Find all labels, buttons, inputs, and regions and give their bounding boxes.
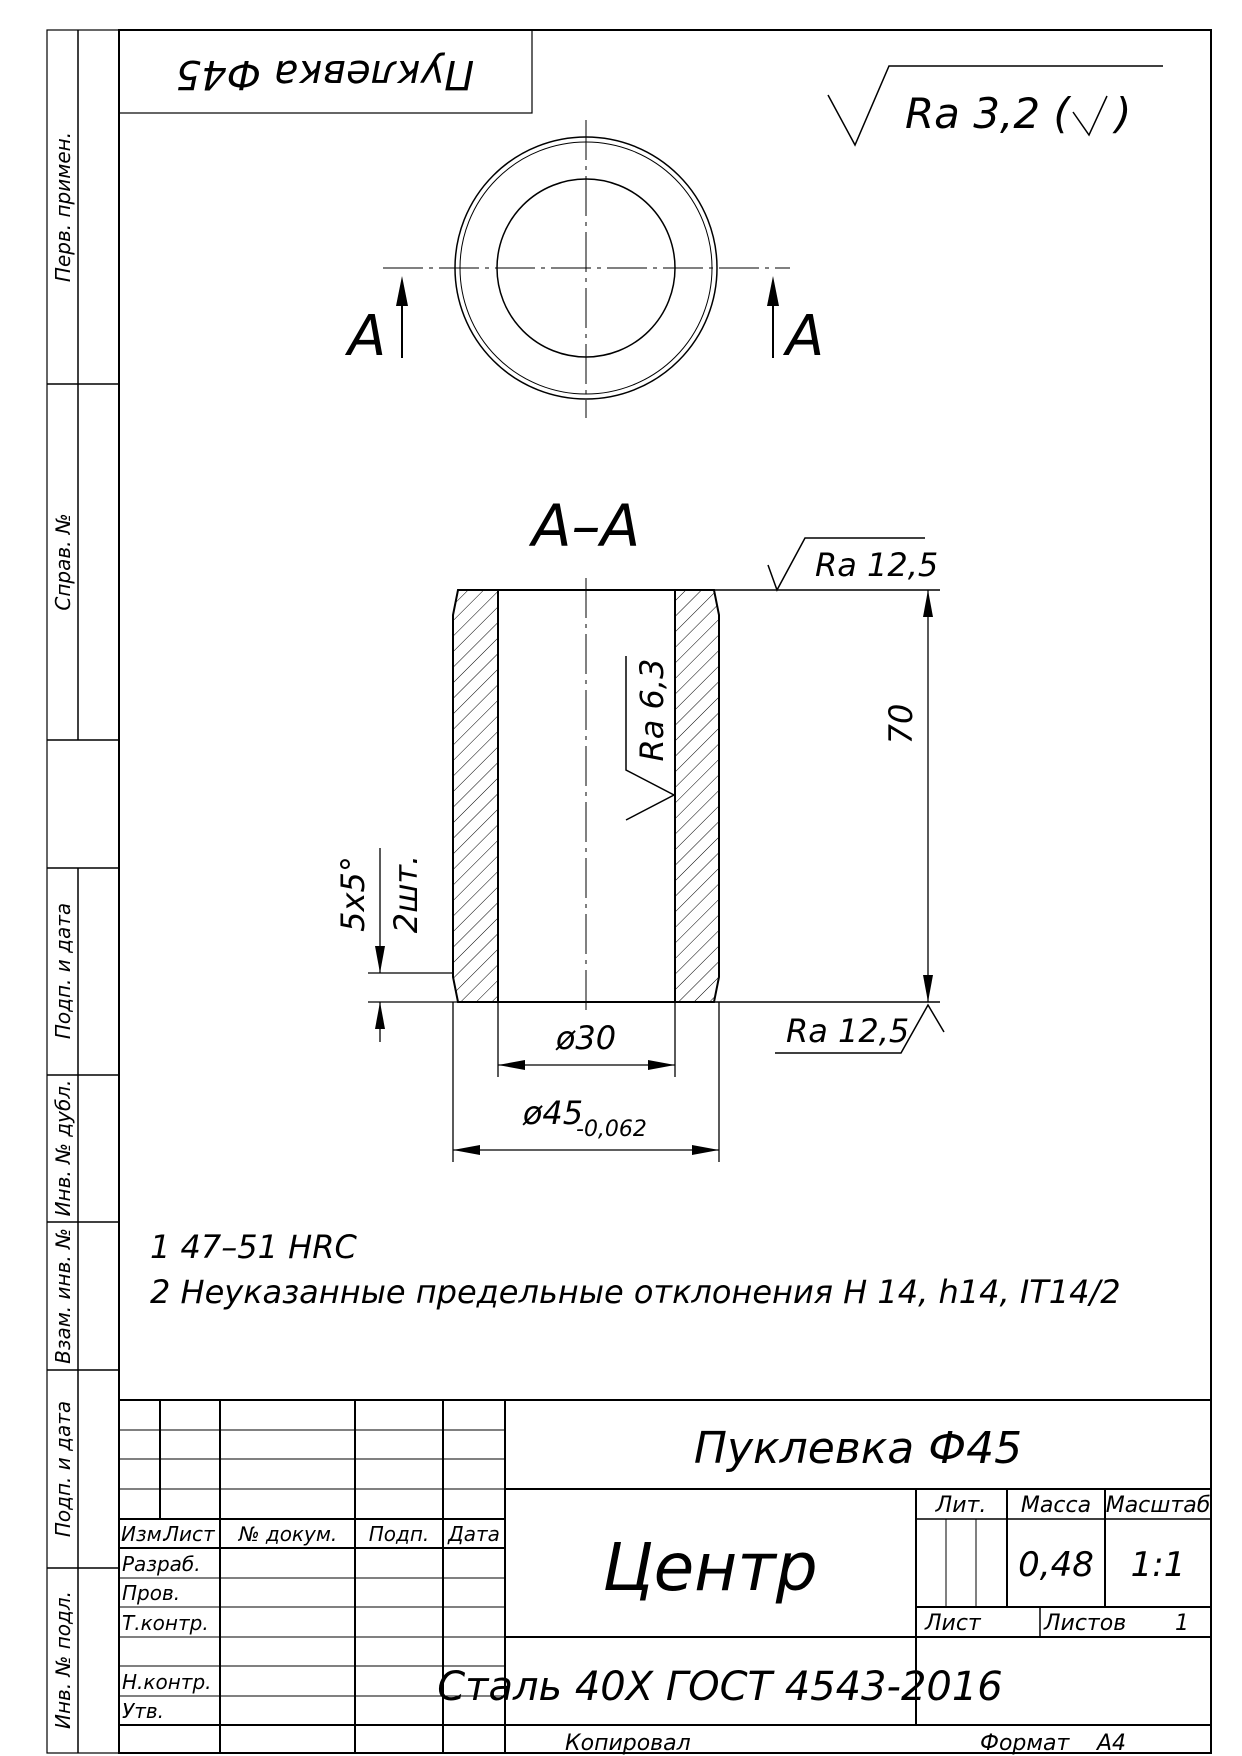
mass-value: 0,48	[1018, 1545, 1094, 1585]
header-list: Лист	[164, 1522, 215, 1546]
role-tkontr: Т.контр.	[122, 1611, 209, 1635]
dimension-inner-value: ø30	[555, 1019, 617, 1057]
note-1: 1 47–51 HRC	[150, 1228, 357, 1266]
sheets-value: 1	[1175, 1611, 1189, 1636]
copied-label: Копировал	[565, 1731, 691, 1756]
sheets-label: Листов	[1044, 1611, 1127, 1636]
section-mark-left: А	[347, 304, 387, 369]
side-label-podp-data-2: Подп. и дата	[51, 1400, 75, 1538]
right-wall-hatch	[675, 590, 719, 1002]
left-wall-hatch	[453, 590, 498, 1002]
role-razrab: Разраб.	[122, 1552, 201, 1576]
roughness-bore: Ra 6,3	[633, 658, 671, 762]
header-izm: Изм.	[121, 1522, 169, 1546]
side-label-perv-primen: Перв. примен.	[51, 131, 75, 283]
dimension-chamfer-value: 5x5°	[334, 856, 372, 932]
top-view	[383, 120, 790, 418]
role-prov: Пров.	[122, 1581, 181, 1605]
mirrored-title: Пуклевка Ф45	[175, 51, 475, 97]
side-label-sprav-no: Справ. №	[51, 513, 75, 611]
section-mark-right: А	[785, 304, 825, 369]
material: Сталь 40Х ГОСТ 4543-2016	[437, 1664, 1003, 1710]
header-date: Дата	[448, 1522, 500, 1546]
roughness-top: Ra 12,5	[815, 546, 939, 584]
lit-label: Лит.	[935, 1493, 987, 1518]
dimension-height	[923, 590, 933, 1002]
format-value: А4	[1097, 1731, 1127, 1756]
mass-label: Масса	[1020, 1493, 1092, 1518]
roughness-general-close: )	[1115, 89, 1132, 138]
header-doc-no: № докум.	[238, 1522, 338, 1546]
scale-label: Масштаб	[1105, 1493, 1211, 1518]
dimension-height-value: 70	[882, 703, 920, 745]
role-utv: Утв.	[122, 1699, 164, 1723]
chamfer-arrow-top	[375, 946, 385, 973]
roughness-bottom: Ra 12,5	[786, 1012, 910, 1050]
side-label-podp-data-1: Подп. и дата	[51, 902, 75, 1040]
dimension-outer-tolerance: -0,062	[576, 1117, 647, 1142]
side-label-vzam-inv: Взам. инв. №	[51, 1228, 75, 1364]
note-2: 2 Неуказанные предельные отклонения H 14, h14, IT14/2	[150, 1273, 1121, 1311]
side-label-inv-podl: Инв. № подл.	[51, 1591, 75, 1729]
format-label: Формат	[980, 1731, 1070, 1756]
sheet-label: Лист	[925, 1611, 981, 1636]
dimension-chamfer-qty: 2шт.	[387, 854, 425, 934]
roughness-general: Ra 3,2 (	[905, 89, 1070, 138]
scale-value: 1:1	[1130, 1545, 1186, 1585]
chamfer-arrow-bottom	[375, 1002, 385, 1029]
section-title: А–А	[531, 492, 641, 560]
part-name: Пуклевка Ф45	[693, 1423, 1023, 1474]
role-nkontr: Н.контр.	[122, 1670, 212, 1694]
side-label-inv-dubl: Инв. № дубл.	[51, 1079, 75, 1217]
header-sign: Подп.	[368, 1522, 430, 1546]
section-view	[453, 578, 719, 1012]
dimension-outer-value: ø45	[522, 1094, 584, 1132]
section-arrow-right	[767, 276, 779, 358]
designation: Центр	[602, 1529, 818, 1606]
section-arrow-left	[396, 276, 408, 358]
